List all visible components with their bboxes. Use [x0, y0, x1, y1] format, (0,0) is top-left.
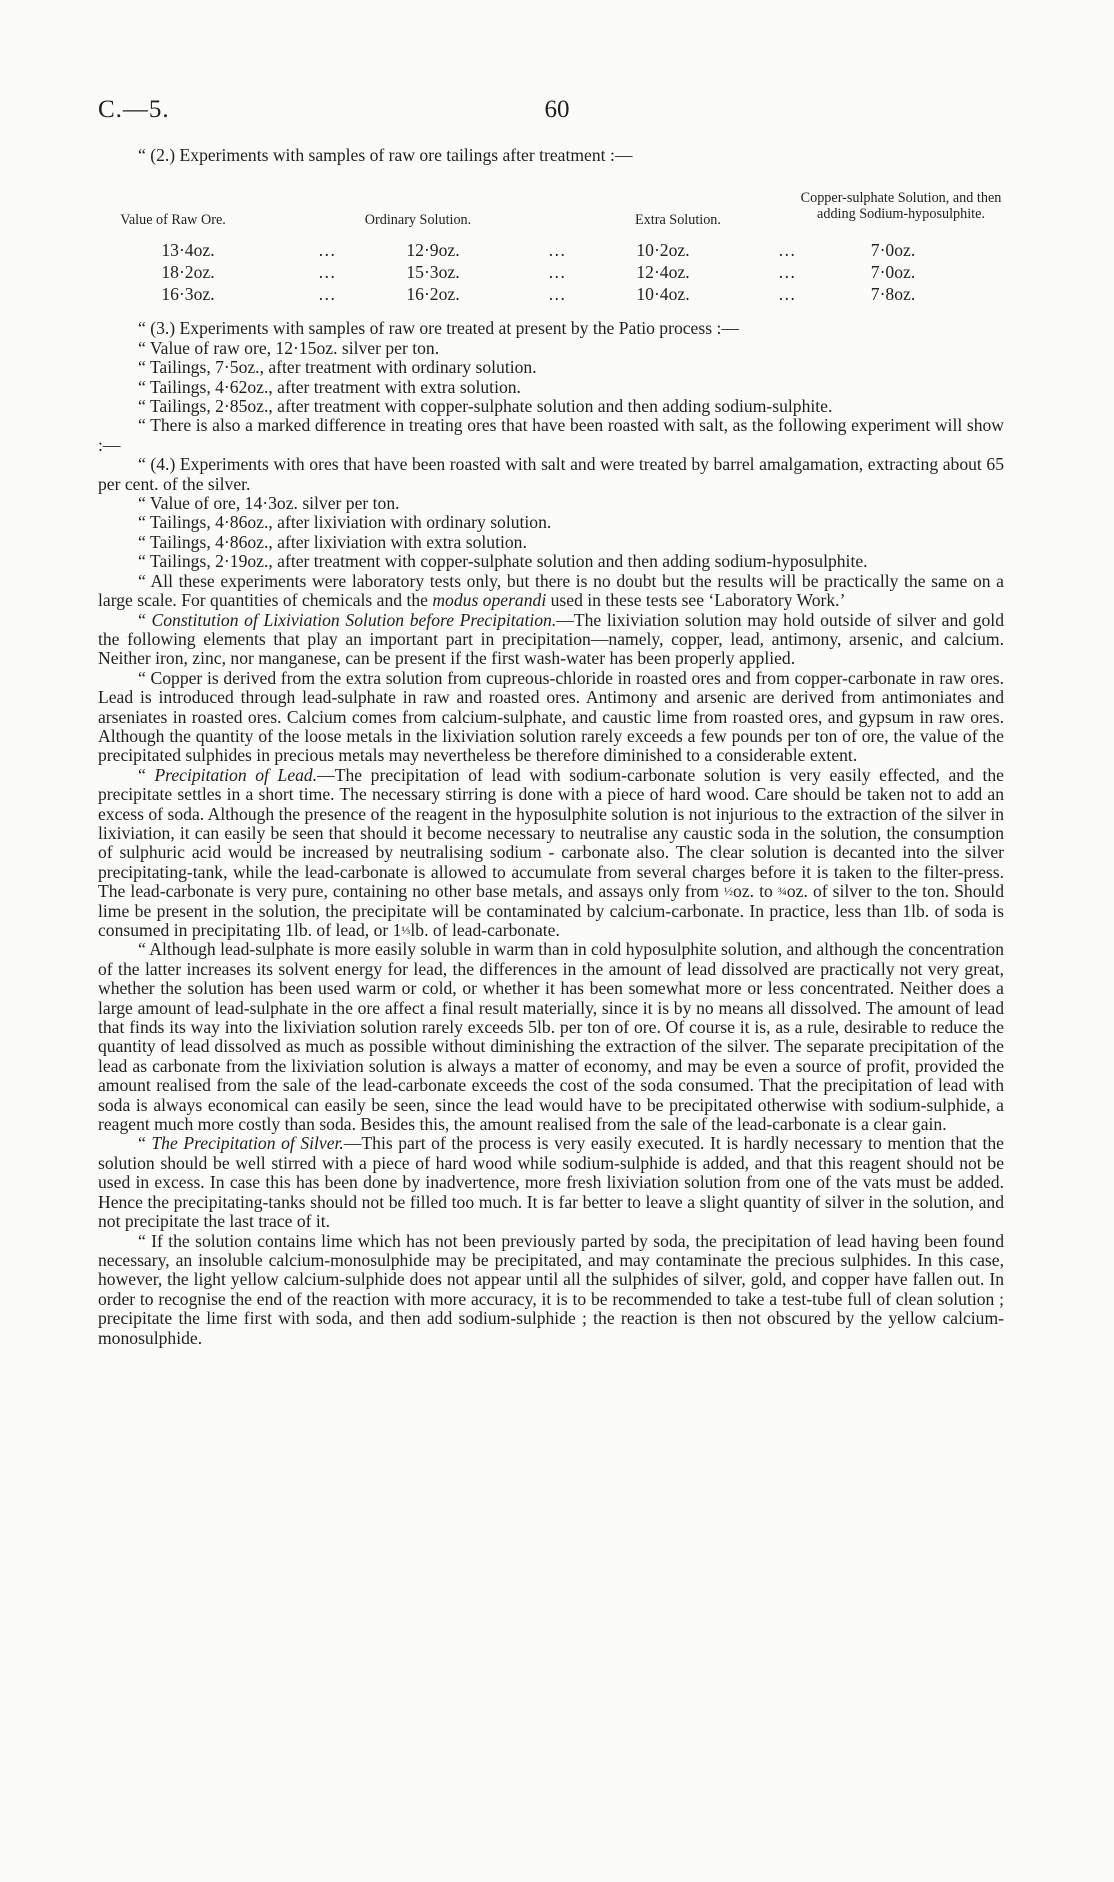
- section-title-lead: Precipitation of Lead.: [154, 764, 318, 785]
- results-table: [98, 165, 1004, 319]
- table-leader-dots: …: [778, 262, 796, 283]
- table-leader-dots: …: [778, 240, 796, 261]
- table-header-copper-sulphate: Copper-sulphate Solution, and then adding Sodium-hyposulphite.: [800, 190, 1002, 222]
- section-title-silver: The Precipitation of Silver.: [151, 1133, 344, 1154]
- paragraph-4-tailings-extra: “ Tailings, 4·86oz., after lixiviation with extra solution.: [138, 531, 527, 552]
- table-leader-dots: …: [318, 262, 336, 283]
- table-cell: 7·0oz.: [870, 262, 916, 283]
- section-title-constitution: Constitution of Lixiviation Solution before Precipitation.: [151, 609, 557, 630]
- table-leader-dots: …: [548, 262, 566, 283]
- table-leader-dots: …: [548, 284, 566, 305]
- paragraph-4-tailings-ordinary: “ Tailings, 4·86oz., after lixiviation with ordinary solution.: [138, 512, 552, 533]
- table-leader-dots: …: [318, 240, 336, 261]
- table-header-extra: Extra Solution.: [635, 212, 721, 229]
- paragraph-3-tailings-extra: “ Tailings, 4·62oz., after treatment with extra solution.: [138, 376, 521, 397]
- paragraph-4-heading: “ (4.) Experiments with ores that have been roasted with salt and were treated by barrel amalgamation, extracting about 65 per cent. of the silver.: [98, 454, 1004, 494]
- paragraph-laboratory-tests: “ All these experiments were laboratory tests only, but there is no doubt but the results will be practically the same on a large scale. For quantities of chemicals and the modus operandi used in these tests see ‘Laboratory Work.’: [98, 570, 1004, 611]
- table-cell: 12·4oz.: [636, 262, 690, 283]
- paragraph-3-tailings-copper: “ Tailings, 2·85oz., after treatment with copper-sulphate solution and then adding sodium-sulphite.: [138, 396, 833, 417]
- table-cell: 15·3oz.: [406, 262, 460, 283]
- paragraph-4-tailings-copper: “ Tailings, 2·19oz., after treatment with copper-sulphate solution and then adding sodium-hyposulphite.: [138, 551, 868, 572]
- page-number: 60: [544, 96, 570, 123]
- table-header-ordinary: Ordinary Solution.: [364, 212, 472, 229]
- table-leader-dots: …: [318, 284, 336, 305]
- paragraph-precipitation-lead: “ Precipitation of Lead.—The precipitation of lead with sodium-carbonate solution is very easily effected, and the precipitate settles in a short time. The necessary stirring is done with a piece of hard wood. Care should be taken not to add an excess of soda. Although the presence of the reagent in the hyposulphite solution is not injurious to the extraction of the silver in lixiviation, it can easily be seen that should it become necessary to neutralise any caustic soda in the solution, the consumption of sulphuric acid would be increased by neutralising sodium - carbonate also. The clear solution is decanted into the silver precipitating-tank, while the lead-carbonate is allowed to accumulate from several charges before it is taken to the filter-press. The lead-carbonate is very pure, containing no other base metals, and assays only from ½oz. to ¾oz. of silver to the ton. Should lime be present in the solution, the precipitate will be contaminated by calcium-carbonate. In practice, less than 1lb. of soda is consumed in precipitating 1lb. of lead, or 1⅓lb. of lead-carbonate.: [98, 764, 1004, 940]
- table-cell: 12·9oz.: [406, 240, 460, 261]
- table-cell: 18·2oz.: [161, 262, 215, 283]
- paragraph-lime: “ If the solution contains lime which has not been previously parted by soda, the precipitation of lead having been found necessary, an insoluble calcium-monosulphide may be precipitated, and may contaminate the precious sulphides. In this case, however, the light yellow calcium-sulphide does not appear until all the sulphides of silver, gold, and copper have fallen out. In order to recognise the end of the reaction with more accuracy, it is to be recommended to take a test-tube full of clean solution ; precipitate the lime first with soda, and then add sodium-sulphide ; the reaction is then not obscured by the yellow calcium-monosulphide.: [98, 1230, 1004, 1348]
- table-leader-dots: …: [778, 284, 796, 305]
- table-cell: 16·2oz.: [406, 284, 460, 305]
- paragraph-intro-2: “ (2.) Experiments with samples of raw ore tailings after treatment :—: [138, 145, 633, 165]
- paragraph-4-value: “ Value of ore, 14·3oz. silver per ton.: [138, 493, 400, 514]
- paragraph-lead-sulphate: “ Although lead-sulphate is more easily soluble in warm than in cold hyposulphite solution, and although the concentration of the latter increases its solvent energy for lead, the differences in the amount of lead dissolved are practically not very great, whether the solution has been used warm or cold, or whether it has been somewhat more or less concentrated. Neither does a large amount of lead-sulphate in the ore affect a final result materially, since it is by no means all dissolved. The amount of lead that finds its way into the lixiviation solution rarely exceeds 5lb. per ton of ore. Of course it is, as a rule, desirable to reduce the quantity of lead dissolved as much as possible without diminishing the extraction of the silver. The separate precipitation of the lead as carbonate from the lixiviation solution is always a matter of economy, and may be even a source of profit, provided the amount realised from the sale of the lead-carbonate exceeds the cost of the soda consumed. That the precipitation of lead with soda is always economical can easily be seen, since the lead would have to be precipitated otherwise with sodium-sulphide, a reagent much more costly than soda. Besides this, the amount realised from the sale of the lead-carbonate is a clear gain.: [98, 939, 1004, 1135]
- paragraph-constitution: “ Constitution of Lixiviation Solution before Precipitation.—The lixiviation solution may hold outside of silver and gold the following elements that play an important part in precipitation—namely, copper, lead, antimony, arsenic, and calcium. Neither iron, zinc, nor manganese, can be present if the first wash-water has been properly applied.: [98, 609, 1004, 669]
- page-reference: C.—5.: [98, 96, 170, 123]
- table-cell: 7·8oz.: [870, 284, 916, 305]
- paragraph-precipitation-silver: “ The Precipitation of Silver.—This part of the process is very easily executed. It is hardly necessary to mention that the solution should be well stirred with a piece of hard wood while sodium-sulphide is added, and that this reagent should not be used in excess. In case this has been done by inadvertence, more fresh lixiviation solution from one of the vats must be added. Hence the precipitating-tanks should not be filled too much. It is far better to leave a slight quantity of silver in the solution, and not precipitate the last trace of it.: [98, 1133, 1004, 1232]
- table-cell: 16·3oz.: [161, 284, 215, 305]
- paragraph-marked-difference: “ There is also a marked difference in treating ores that have been roasted with salt, as the following experiment will show :—: [98, 415, 1004, 455]
- paragraph-3-value: “ Value of raw ore, 12·15oz. silver per ton.: [138, 337, 440, 358]
- paragraph-3-heading: “ (3.) Experiments with samples of raw ore treated at present by the Patio process :—: [138, 318, 739, 339]
- paragraph-3-tailings-ordinary: “ Tailings, 7·5oz., after treatment with ordinary solution.: [138, 357, 537, 378]
- paragraph-copper: “ Copper is derived from the extra solution from cupreous-chloride in roasted ores and from copper-carbonate in raw ores. Lead is introduced through lead-sulphate in raw and roasted ores. Antimony and arsenic are derived from antimoniates and arseniates in roasted ores. Calcium comes from calcium-sulphate, and caustic lime from roasted ores, and gypsum in raw ores. Although the quantity of the loose metals in the lixiviation solution rarely exceeds a few pounds per ton of ore, the value of the precipitated sulphides in precious metals may nevertheless be therefore diminished to a considerable extent.: [98, 667, 1004, 766]
- table-cell: 13·4oz.: [161, 240, 215, 261]
- table-cell: 7·0oz.: [870, 240, 916, 261]
- table-cell: 10·2oz.: [636, 240, 690, 261]
- table-header-raw-ore: Value of Raw Ore.: [120, 212, 226, 229]
- table-cell: 10·4oz.: [636, 284, 690, 305]
- table-leader-dots: …: [548, 240, 566, 261]
- page-body: [98, 146, 1004, 1348]
